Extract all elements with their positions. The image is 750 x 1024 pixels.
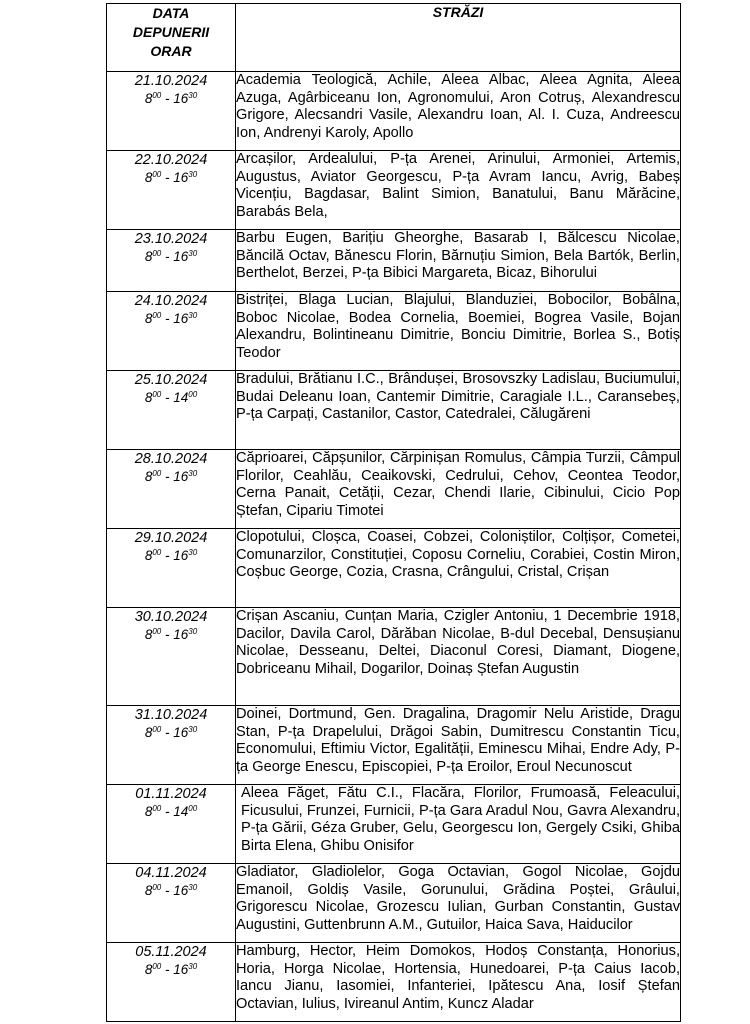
streets-list: Aleea Făget, Fătu C.I., Flacăra, Florilor, Frumoasă, Feleacului, Ficusului, Frunzei, Furnicii, P-ța Gara Aradul Nou, Gavra Alexandru, P-ța Gării, Géza Gruber, Gelu, Georgescu Ion, Gergely Csiki, Ghiba Birta Elena, Ghibu Onisifor: [236, 785, 681, 864]
office-hours: $8^{00} - 16^{30}$: [144, 249, 198, 264]
deposit-date-cell: [107, 529, 236, 608]
date-header-line: DATA: [152, 5, 190, 21]
streets-column-header: [236, 4, 681, 72]
deposit-date: 23.10.2024: [134, 231, 208, 247]
deposit-date: 01.11.2024: [135, 786, 207, 802]
hours-start: 8: [144, 249, 153, 264]
deposit-date-cell: [107, 608, 236, 706]
schedule-row: [107, 706, 681, 785]
schedule-table: [106, 3, 681, 1022]
schedule-row: [107, 230, 681, 292]
schedule-row: [107, 785, 681, 864]
hours-start: 8: [144, 883, 153, 898]
date-column-header: [107, 4, 236, 72]
streets-list: Doinei, Dortmund, Gen. Dragalina, Dragomir Nelu Aristide, Dragu Stan, P-ța Drapelului, Drăgoi Sabin, Dumitrescu Constantin Ticu, Economului, Eftimiu Victor, Egalității, Eminescu Mihai, Endre Ady, P-ța George Enescu, Episcopiei, P-ța Eroilor, Eroul Necunoscut: [236, 706, 681, 785]
streets-list: Academia Teologică, Achile, Aleea Albac, Aleea Agnita, Aleea Azuga, Agârbiceanu Ion, Agronomului, Aron Cotruș, Alexandrescu Grigore, Alecsandri Vasile, Alexandru Ioan, Al. I. Cuza, Andreescu Ion, Andrenyi Karoly, Apollo: [236, 72, 681, 151]
schedule-row: [107, 529, 681, 608]
deposit-date: 05.11.2024: [135, 944, 207, 960]
deposit-date-cell: [107, 72, 236, 151]
deposit-date-cell: [107, 706, 236, 785]
date-header-line: ORAR: [150, 43, 192, 59]
hours-start: 8: [144, 469, 153, 484]
deposit-date-cell: [107, 230, 236, 292]
hours-start-minutes: 00: [152, 170, 162, 179]
hours-end-minutes: 30: [188, 249, 198, 258]
streets-list: Barbu Eugen, Barițiu Gheorghe, Basarab I, Bălcescu Nicolae, Băncilă Octav, Bănescu Florin, Bărnuțiu Simion, Bela Bartók, Berlin, Berthelot, Berzei, P-ța Bibici Margareta, Bicaz, Bihorului: [236, 230, 681, 292]
hours-end-minutes: 30: [188, 725, 198, 734]
hours-end: 14: [173, 804, 189, 819]
hours-end-minutes: 00: [188, 804, 198, 813]
hours-end-minutes: 30: [188, 311, 198, 320]
hours-end-minutes: 30: [188, 469, 198, 478]
schedule-row: [107, 450, 681, 529]
schedule-row: [107, 151, 681, 230]
hours-end: 16: [173, 725, 189, 740]
deposit-date-cell: [107, 292, 236, 371]
office-hours: $8^{00} - 16^{30}$: [144, 962, 198, 977]
hours-end: 16: [173, 883, 189, 898]
hours-start-minutes: 00: [152, 962, 162, 971]
date-header-line: DEPUNERII: [132, 24, 210, 40]
deposit-date: 31.10.2024: [134, 707, 208, 723]
hours-end: 14: [173, 390, 189, 405]
schedule-row: [107, 608, 681, 706]
hours-end-minutes: 30: [188, 548, 198, 557]
hours-end-minutes: 30: [188, 962, 198, 971]
deposit-date-cell: [107, 450, 236, 529]
deposit-date: 25.10.2024: [134, 372, 208, 388]
hours-start: 8: [144, 725, 153, 740]
hours-start: 8: [144, 170, 153, 185]
deposit-date: 21.10.2024: [134, 73, 208, 89]
hours-end: 16: [173, 170, 189, 185]
office-hours: $8^{00} - 16^{30}$: [144, 883, 198, 898]
streets-list: Clopotului, Cloșca, Coasei, Cobzei, Coloniștilor, Colțișor, Cometei, Comunarzilor, Constituției, Coposu Corneliu, Corabiei, Costin Miron, Coșbuc George, Cozia, Crasna, Crângului, Cristal, Crișan: [236, 529, 681, 608]
hours-end: 16: [173, 469, 189, 484]
hours-end: 16: [173, 91, 189, 106]
schedule-row: [107, 943, 681, 1022]
hours-start-minutes: 00: [152, 469, 162, 478]
hours-end: 16: [173, 249, 189, 264]
hours-end: 16: [173, 548, 189, 563]
deposit-date: 29.10.2024: [134, 530, 208, 546]
hours-start: 8: [144, 390, 153, 405]
streets-list: Gladiator, Gladiolelor, Goga Octavian, Gogol Nicolae, Gojdu Emanoil, Goldiș Vasile, Gorunului, Grădina Poștei, Grâului, Grigorescu Nicolae, Grozescu Iulian, Gurban Constantin, Gustav Augustini, Guttenbrunn A.M., Gutuilor, Haica Sava, Haiducilor: [236, 864, 681, 943]
hours-end: 16: [173, 627, 189, 642]
hours-start-minutes: 00: [152, 883, 162, 892]
deposit-date: 28.10.2024: [134, 451, 208, 467]
streets-list: Crișan Ascaniu, Cunțan Maria, Czigler Antoniu, 1 Decembrie 1918, Dacilor, Davila Carol, Dărăban Nicolae, B-dul Decebal, Densușianu Nicolae, Desseanu, Deltei, Diaconul Coresi, Diamant, Diogene, Dobriceanu Mihail, Dogarilor, Doinaș Ștefan Augustin: [236, 608, 681, 706]
office-hours: $8^{00} - 16^{30}$: [144, 725, 198, 740]
deposit-date: 22.10.2024: [134, 152, 208, 168]
deposit-date-cell: [107, 151, 236, 230]
office-hours: $8^{00} - 16^{30}$: [144, 311, 198, 326]
hours-start: 8: [144, 91, 153, 106]
streets-list: Căprioarei, Căpșunilor, Cărpinișan Romulus, Câmpia Turzii, Câmpul Florilor, Ceahlău, Ceaikovski, Cedrului, Cehov, Ceontea Teodor, Cerna Panait, Cetății, Cezar, Chendi Ilarie, Cibinului, Cicio Pop Ștefan, Cipariu Timotei: [236, 450, 681, 529]
office-hours: $8^{00} - 14^{00}$: [144, 804, 198, 819]
schedule-row: [107, 292, 681, 371]
hours-end-minutes: 30: [188, 170, 198, 179]
hours-start: 8: [144, 627, 153, 642]
deposit-date: 30.10.2024: [134, 609, 208, 625]
office-hours: $8^{00} - 16^{30}$: [144, 469, 198, 484]
deposit-date-cell: [107, 371, 236, 450]
deposit-date: 04.11.2024: [135, 865, 207, 881]
header-row: [107, 4, 681, 72]
hours-start-minutes: 00: [152, 91, 162, 100]
office-hours: $8^{00} - 16^{30}$: [144, 627, 198, 642]
deposit-date: 24.10.2024: [134, 293, 208, 309]
hours-end: 16: [173, 962, 189, 977]
schedule-row: [107, 371, 681, 450]
hours-start: 8: [144, 804, 153, 819]
hours-start-minutes: 00: [152, 390, 162, 399]
hours-end-minutes: 30: [188, 627, 198, 636]
hours-start: 8: [144, 311, 153, 326]
streets-list: Arcașilor, Ardealului, P-ța Arenei, Arinului, Armoniei, Artemis, Augustus, Aviator Georgescu, P-ța Avram Iancu, Avrig, Babeș Vicențiu, Bagdasar, Balint Simion, Banatului, Banu Mărăcine, Barabás Bela,: [236, 151, 681, 230]
office-hours: $8^{00} - 16^{30}$: [144, 91, 198, 106]
office-hours: $8^{00} - 14^{00}$: [144, 390, 198, 405]
hours-start-minutes: 00: [152, 548, 162, 557]
hours-start-minutes: 00: [152, 311, 162, 320]
hours-start: 8: [144, 962, 153, 977]
schedule-row: [107, 72, 681, 151]
deposit-date-cell: [107, 943, 236, 1022]
hours-end-minutes: 00: [188, 390, 198, 399]
streets-header-label: STRĂZI: [432, 4, 484, 20]
hours-end-minutes: 30: [188, 91, 198, 100]
streets-list: Hamburg, Hector, Heim Domokos, Hodoș Constanța, Honorius, Horia, Horga Nicolae, Hortensia, Hunedoarei, P-ța Caius Iacob, Iancu Jianu, Iasomiei, Infanteriei, Ipătescu Ana, Iosif Ștefan Octavian, Iulius, Ivireanul Antim, Kuncz Aladar: [236, 943, 681, 1022]
hours-end-minutes: 30: [188, 883, 198, 892]
hours-start-minutes: 00: [152, 627, 162, 636]
schedule-row: [107, 864, 681, 943]
hours-start: 8: [144, 548, 153, 563]
streets-list: Bradului, Brătianu I.C., Brândușei, Brosovszky Ladislau, Buciumului, Budai Deleanu Ioan, Cantemir Dimitrie, Caragiale I.L., Caransebeș, P-ța Carpați, Castanilor, Castor, Catedralei, Călugăreni: [236, 371, 681, 450]
hours-start-minutes: 00: [152, 249, 162, 258]
hours-start-minutes: 00: [152, 725, 162, 734]
hours-start-minutes: 00: [152, 804, 162, 813]
deposit-date-cell: [107, 785, 236, 864]
streets-list: Bistriței, Blaga Lucian, Blajului, Blanduziei, Bobocilor, Bobâlna, Boboc Nicolae, Bodea Cornelia, Boemiei, Bogrea Vasile, Bojan Alexandru, Bolintineanu Dimitrie, Bonciu Dimitrie, Borlea S., Botiș Teodor: [236, 292, 681, 371]
hours-end: 16: [173, 311, 189, 326]
office-hours: $8^{00} - 16^{30}$: [144, 548, 198, 563]
office-hours: $8^{00} - 16^{30}$: [144, 170, 198, 185]
schedule-body: [107, 72, 681, 1022]
deposit-date-cell: [107, 864, 236, 943]
